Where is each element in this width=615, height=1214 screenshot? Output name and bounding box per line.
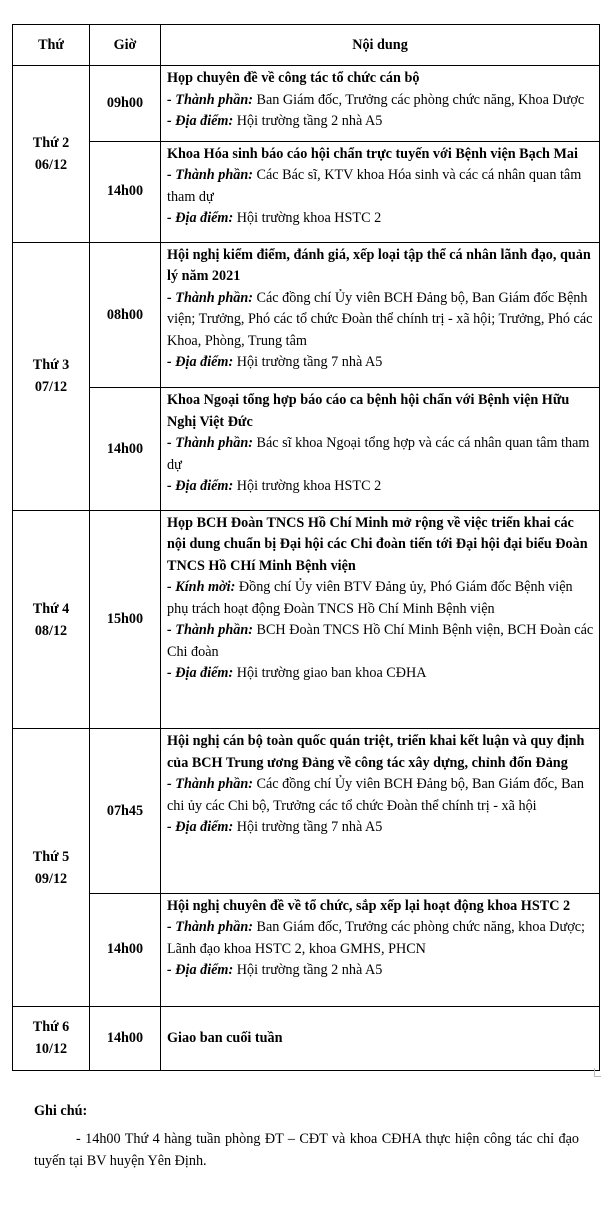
schedule-row bbox=[13, 1006, 600, 1070]
schedule-row bbox=[13, 141, 600, 242]
detail-text: Các đồng chí Ủy viên BCH Đảng bộ, Ban Giám đốc, Ban chi ủy các Chi bộ, Trưởng các tổ chức Đoàn thể chính trị - xã hội bbox=[167, 776, 584, 814]
detail-label: - Địa điểm: bbox=[167, 665, 234, 682]
event-detail bbox=[167, 774, 595, 817]
detail-text: Ban Giám đốc, Trưởng các phòng chức năng, Khoa Dược bbox=[256, 91, 585, 108]
time-cell: 15h00 bbox=[90, 510, 161, 729]
day-cell bbox=[13, 510, 90, 729]
header-content: Nội dung bbox=[161, 25, 600, 66]
date-label: 10/12 bbox=[34, 1041, 68, 1058]
detail-text: BCH Đoàn TNCS Hồ Chí Minh Bệnh viện, BCH Đoàn các Chi đoàn bbox=[167, 622, 594, 660]
event-detail bbox=[167, 476, 595, 498]
event-title: Hội nghị chuyên đề về tổ chức, sắp xếp lại hoạt động khoa HSTC 2 bbox=[167, 897, 571, 914]
time-cell: 09h00 bbox=[90, 66, 161, 142]
content-cell bbox=[161, 729, 600, 893]
detail-label: - Thành phần: bbox=[167, 919, 253, 936]
schedule-row bbox=[13, 510, 600, 729]
detail-text: Hội trường tầng 2 nhà A5 bbox=[236, 962, 383, 979]
content-cell bbox=[161, 141, 600, 242]
event-detail bbox=[167, 165, 595, 208]
weekday-label: Thứ 2 bbox=[32, 134, 70, 151]
event-detail bbox=[167, 208, 595, 230]
time-cell: 14h00 bbox=[90, 141, 161, 242]
weekday-label: Thứ 6 bbox=[32, 1019, 70, 1036]
event-detail bbox=[167, 577, 595, 620]
content-cell bbox=[161, 242, 600, 388]
detail-label: - Địa điểm: bbox=[167, 354, 234, 371]
content-cell bbox=[161, 510, 600, 729]
time-cell: 07h45 bbox=[90, 729, 161, 893]
detail-label: - Thành phần: bbox=[167, 289, 253, 306]
event-detail bbox=[167, 917, 595, 960]
header-row bbox=[13, 25, 600, 66]
schedule-row bbox=[13, 242, 600, 388]
detail-label: - Thành phần: bbox=[167, 91, 253, 108]
schedule-row bbox=[13, 388, 600, 510]
event-detail bbox=[167, 433, 595, 476]
detail-label: - Địa điểm: bbox=[167, 478, 234, 495]
header-time: Giờ bbox=[90, 25, 161, 66]
event-detail bbox=[167, 352, 595, 374]
detail-label: - Địa điểm: bbox=[167, 113, 234, 129]
detail-text: Ban Giám đốc, Trưởng các phòng chức năng, khoa Dược; Lãnh đạo khoa HSTC 2, khoa GMHS, PHCN bbox=[167, 919, 585, 957]
detail-text: Hội trường khoa HSTC 2 bbox=[236, 478, 382, 495]
content-cell bbox=[161, 893, 600, 1006]
detail-label: - Thành phần: bbox=[167, 776, 253, 793]
day-cell bbox=[13, 66, 90, 243]
event-detail bbox=[167, 90, 595, 112]
detail-text: Các Bác sĩ, KTV khoa Hóa sinh và các cá nhân quan tâm tham dự bbox=[167, 167, 582, 205]
time-cell: 14h00 bbox=[90, 1006, 161, 1070]
note-text: - 14h00 Thứ 4 hàng tuần phòng ĐT – CĐT và khoa CĐHA thực hiện công tác chỉ đạo tuyến tại BV huyện Yên Định. bbox=[34, 1131, 579, 1169]
content-cell bbox=[161, 66, 600, 142]
weekday-label: Thứ 5 bbox=[32, 848, 70, 865]
detail-label: - Thành phần: bbox=[167, 622, 253, 639]
note-title: Ghi chú: bbox=[34, 1103, 88, 1119]
schedule-body bbox=[13, 66, 600, 1071]
detail-label: - Địa điểm: bbox=[167, 210, 234, 227]
detail-text: Hội trường tầng 7 nhà A5 bbox=[236, 354, 383, 371]
schedule-row bbox=[13, 66, 600, 142]
detail-label: - Địa điểm: bbox=[167, 962, 234, 979]
detail-text: Hội trường giao ban khoa CĐHA bbox=[236, 665, 427, 682]
detail-text: Bác sĩ khoa Ngoại tổng hợp và các cá nhân quan tâm tham dự bbox=[167, 435, 590, 473]
event-detail bbox=[167, 960, 595, 982]
header-day: Thứ bbox=[13, 25, 90, 66]
detail-label: - Thành phần: bbox=[167, 435, 253, 452]
event-title: Khoa Hóa sinh báo cáo hội chẩn trực tuyến với Bệnh viện Bạch Mai bbox=[167, 145, 578, 162]
schedule-row bbox=[13, 893, 600, 1006]
detail-text: Hội trường khoa HSTC 2 bbox=[236, 210, 382, 227]
day-cell bbox=[13, 242, 90, 510]
detail-label: - Địa điểm: bbox=[167, 819, 234, 836]
event-title: Giao ban cuối tuần bbox=[167, 1029, 283, 1046]
content-cell bbox=[161, 1006, 600, 1070]
detail-text: Các đồng chí Ủy viên BCH Đảng bộ, Ban Giám đốc Bệnh viện; Trưởng, Phó các tổ chức Đoàn thể chính trị - xã hội; Trưởng, Phó các Khoa, Phòng, Trung tâm bbox=[167, 289, 593, 349]
weekday-label: Thứ 4 bbox=[32, 600, 70, 617]
event-detail bbox=[167, 111, 595, 133]
date-label: 06/12 bbox=[34, 156, 68, 173]
event-title: Hội nghị kiểm điểm, đánh giá, xếp loại tập thể cá nhân lãnh đạo, quản lý năm 2021 bbox=[167, 246, 591, 285]
time-cell: 14h00 bbox=[90, 388, 161, 510]
corner-mark bbox=[594, 1068, 601, 1077]
event-detail bbox=[167, 288, 595, 353]
day-cell bbox=[13, 729, 90, 1006]
event-title: Khoa Ngoại tổng hợp báo cáo ca bệnh hội chẩn với Bệnh viện Hữu Nghị Việt Đức bbox=[167, 392, 570, 430]
date-label: 08/12 bbox=[34, 622, 68, 639]
time-cell: 14h00 bbox=[90, 893, 161, 1006]
date-label: 09/12 bbox=[34, 870, 68, 887]
event-detail bbox=[167, 663, 595, 685]
time-cell: 08h00 bbox=[90, 242, 161, 388]
event-title: Họp chuyên đề về công tác tổ chức cán bộ bbox=[167, 70, 420, 86]
content-cell bbox=[161, 388, 600, 510]
schedule-table bbox=[12, 24, 600, 1071]
event-title: Hội nghị cán bộ toàn quốc quán triệt, triển khai kết luận và quy định của BCH Trung ương Đảng về công tác xây dựng, chỉnh đốn Đảng bbox=[167, 733, 585, 771]
detail-text: Hội trường tầng 7 nhà A5 bbox=[236, 819, 383, 836]
detail-label: - Thành phần: bbox=[167, 167, 253, 184]
event-detail bbox=[167, 620, 595, 663]
event-title: Họp BCH Đoàn TNCS Hồ Chí Minh mở rộng về việc triển khai các nội dung chuẩn bị Đại hội các Chi đoàn tiến tới Đại hội đại biểu Đoàn TNCS Hồ CHí Minh Bệnh viện bbox=[167, 514, 588, 574]
weekday-label: Thứ 3 bbox=[32, 357, 70, 374]
day-cell bbox=[13, 1006, 90, 1070]
event-detail bbox=[167, 817, 595, 839]
detail-text: Hội trường tầng 2 nhà A5 bbox=[236, 113, 383, 129]
detail-text: Đồng chí Ủy viên BTV Đảng ủy, Phó Giám đốc Bệnh viện phụ trách hoạt động Đoàn TNCS Hồ Chí Minh Bệnh viện bbox=[167, 579, 573, 617]
note-section bbox=[34, 1100, 579, 1172]
detail-label: - Kính mời: bbox=[167, 579, 236, 596]
date-label: 07/12 bbox=[34, 379, 68, 396]
schedule-row bbox=[13, 729, 600, 893]
